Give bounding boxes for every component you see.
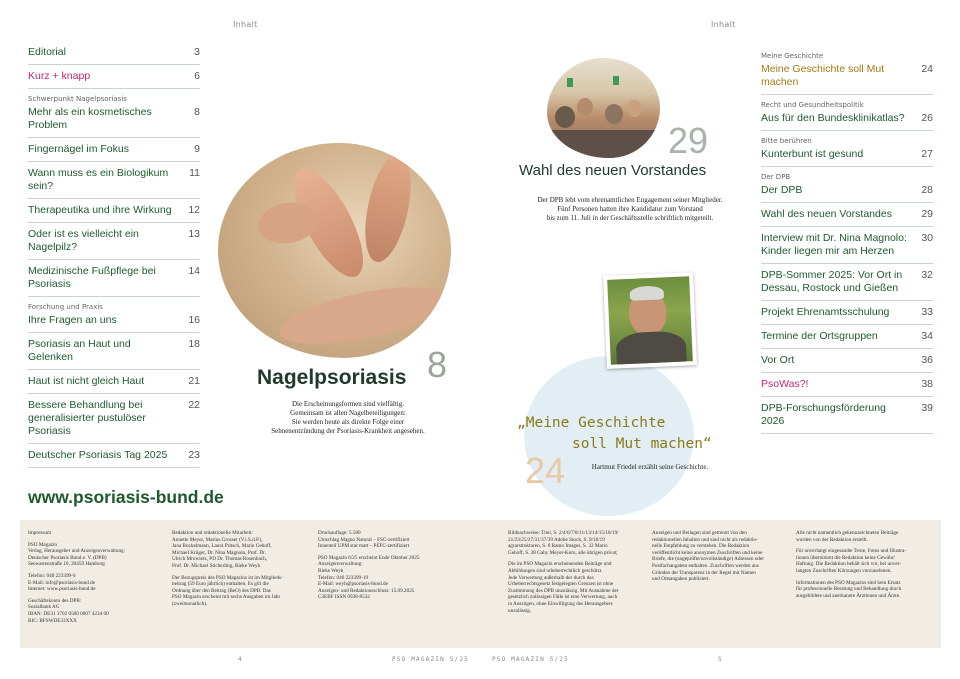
impressum-line: Prof. Dr. Michael Sticherling, Rieke Weyh xyxy=(172,562,261,569)
website-url[interactable]: www.psoriasis-bund.de xyxy=(28,487,224,507)
impressum-line: in Auszügen, ohne Einwilligung des Herausgebers xyxy=(508,600,613,607)
impressum-line: gesetzlich zulässigen Fälle ist eine Verwertung, auch xyxy=(508,594,618,601)
impressum-line: Redaktion und redaktionelle Mitarbeit: xyxy=(172,530,253,536)
toc-entry-title: Vor Ort xyxy=(761,354,795,366)
toc-entry-page: 27 xyxy=(921,148,933,160)
toc-divider xyxy=(28,198,200,199)
toc-divider xyxy=(761,324,933,325)
toc-section-heading: Schwerpunkt Nagelpsoriasis xyxy=(28,95,127,103)
impressum-line: Anzeigen- und Redaktionsschluss: 15.09.2025 xyxy=(318,587,415,594)
toc-entry-title: Deutscher Psoriasis Tag 2025 xyxy=(28,449,168,461)
feature-teaser-wahl: Der DPB lebt vom ehrenamtlichen Engagement seiner Mitglieder. Fünf Personen hatten ihre Kandidatur zum Vorstand bis zum 11. Juli in der Geschäftsstelle schriftlich mitgeteilt. xyxy=(537,196,723,222)
impressum-line: Der Bezugspreis des PSO Magazins ist im Mitglieds- xyxy=(172,574,283,581)
toc-entry-page: 34 xyxy=(921,330,933,342)
toc-entry-page: 28 xyxy=(921,184,933,196)
impressum-line: Rieke Weyh xyxy=(318,567,344,574)
impressum-line: Michael Krüger, Dr. Nina Magnolo, Prof. Dr. xyxy=(172,549,266,556)
toc-entry-page: 9 xyxy=(194,143,200,155)
toc-section-heading: Recht und Gesundheitspolitik xyxy=(761,101,864,109)
toc-section-heading: Der DPB xyxy=(761,173,791,181)
impressum-line: Innenteil UPM star matt – PEFC-zertifiziert xyxy=(318,543,410,550)
impressum-line: Gehoff, S. 38 Gaby Meyer-Korn, alle übrigen privat; xyxy=(508,549,618,556)
impressum-line: Ordnung über den Beitrag (BeO) des DPB. Das xyxy=(172,587,271,594)
toc-entry-title: Editorial xyxy=(28,46,66,58)
impressum-line: für professionelle Beratung und Behandlung durch xyxy=(796,586,902,593)
toc-right xyxy=(761,46,933,439)
toc-entry-title: Ihre Fragen an uns xyxy=(28,314,117,326)
impressum-line: Jana Bockelmann, Laura Pritsch, Mario Gehoff, xyxy=(172,543,272,550)
impressum-line: Sozialbank AG xyxy=(28,604,60,611)
feature-teaser-nagelpsoriasis: Die Erscheinungsformen sind vielfältig. Gemeinsam ist allen Nagelbeteiligungen: Sie werden heute als direkte Folge einer Sehnenentzündung der Psoriasis-Krankheit angesehen. xyxy=(271,400,425,435)
toc-divider xyxy=(28,161,200,162)
impressum-line: Druckauflage: 5.500 xyxy=(318,530,361,536)
impressum-line: Haftung. Die Redaktion behält sich vor, bei unver- xyxy=(796,561,901,568)
impressum-line: PSO Magazin xyxy=(28,541,57,548)
toc-entry[interactable] xyxy=(761,112,933,125)
toc-entry-title: Therapeutika und ihre Wirkung xyxy=(28,204,172,216)
toc-divider xyxy=(761,94,933,95)
toc-entry[interactable] xyxy=(761,148,933,161)
impressum-line: E-Mail: info@psoriasis-bund.de xyxy=(28,579,96,586)
impressum-line: redaktionellen Inhalten und sind nicht als redaktio- xyxy=(652,536,758,543)
impressum-line: Postfachangaben enthalten. Zuschriften werden aus xyxy=(652,562,759,569)
toc-entry-title: Interview mit Dr. Nina Magnolo: Kinder liegen mir am Herzen xyxy=(761,232,907,257)
impressum-column-4 xyxy=(508,530,619,614)
feature-page-number-29: 29 xyxy=(668,120,709,161)
impressum-line: 21/23/25/27/31/37/39 Adobe Stock, S. 9/10/19 xyxy=(508,536,605,543)
toc-divider xyxy=(761,300,933,301)
toc-entry[interactable] xyxy=(761,330,933,343)
toc-entry[interactable] xyxy=(28,106,200,132)
toc-section-heading: Forschung und Praxis xyxy=(28,303,103,311)
toc-entry-page: 14 xyxy=(188,265,200,277)
toc-entry-page: 18 xyxy=(188,338,200,350)
toc-divider xyxy=(761,396,933,397)
portrait-photo xyxy=(603,272,697,369)
toc-entry-title: Aus für den Bundesklinikatlas? xyxy=(761,112,905,124)
toc-section-heading: Bitte berühren xyxy=(761,137,812,145)
toc-entry-title: Medizinische Fußpflege bei Psoriasis xyxy=(28,265,156,290)
impressum-line: Umschlag Magno Natural – FSC-zertifiziert xyxy=(318,536,410,543)
feature-byline-geschichte: Hartmut Friedel erzählt seine Geschichte. xyxy=(591,463,709,471)
impressum-column-5 xyxy=(652,530,764,583)
impressum-line: PSO Magazin 6/25 erscheint Ende Oktober 2025 xyxy=(318,554,420,561)
feature-quote-line2: soll Mut machen“ xyxy=(572,436,712,452)
impressum-line: Annette Meyer, Marius Grosser (V.i.S.d.P.), xyxy=(172,536,263,543)
toc-entry-title: Fingernägel im Fokus xyxy=(28,143,129,155)
toc-entry-title: PsoWas?! xyxy=(761,378,809,390)
toc-entry-title: Kunterbunt ist gesund xyxy=(761,148,864,160)
toc-entry[interactable] xyxy=(761,402,933,428)
toc-entry-page: 16 xyxy=(188,314,200,326)
impressum-line: Die im PSO Magazin erscheinenden Beiträge und xyxy=(508,561,612,568)
toc-entry[interactable] xyxy=(28,314,200,327)
toc-entry[interactable] xyxy=(28,143,200,156)
feature-title-wahl: Wahl des neuen Vorstandes xyxy=(519,162,707,179)
left-page-number: 4 xyxy=(238,656,243,663)
toc-entry[interactable] xyxy=(761,378,933,391)
left-magazine-issue: PSO MAGAZIN 5/25 xyxy=(392,656,469,663)
impressum-column-6 xyxy=(796,530,906,599)
toc-entry-page: 11 xyxy=(189,167,200,179)
impressum-line: Internet: www.psoriasis-bund.de xyxy=(28,586,96,593)
impressum-line: C3EBF ISSN 0938-8532 xyxy=(318,594,370,601)
impressum-line: Geschäftskonto des DPB: xyxy=(28,597,82,604)
toc-entry-page: 21 xyxy=(188,375,200,387)
impressum-line: Abbildungen sind urheberrechtlich geschützt. xyxy=(508,567,603,574)
toc-divider xyxy=(28,296,200,297)
feature-page-number-8: 8 xyxy=(427,344,448,385)
toc-divider xyxy=(761,348,933,349)
impressum-line: beitrag (59 Euro jährlich) enthalten. Es gilt die xyxy=(172,581,269,588)
impressum-line: Urheberrechtsgesetz festgelegten Grenzen ist ohne xyxy=(508,581,614,588)
toc-entry[interactable] xyxy=(28,70,200,83)
impressum-line: Zustimmung des DPB unzulässig. Mit Ausnahme der xyxy=(508,587,619,594)
toc-divider xyxy=(28,259,200,260)
toc-entry-title: Termine der Ortsgruppen xyxy=(761,330,878,342)
impressum-line: Informationen des PSO Magazins sind kein Ersatz xyxy=(796,579,901,586)
toc-entry-title: Projekt Ehrenamtsschulung xyxy=(761,306,890,318)
toc-entry-title: Psoriasis an Haut und Gelenken xyxy=(28,338,131,363)
toc-entry[interactable] xyxy=(761,184,933,197)
toc-divider xyxy=(761,166,933,167)
right-page-number: 5 xyxy=(718,656,723,663)
toc-divider xyxy=(761,263,933,264)
toc-entry-page: 29 xyxy=(921,208,933,220)
impressum-line: BIC: BFSWDE33XXX xyxy=(28,617,77,624)
toc-entry-title: Der DPB xyxy=(761,184,803,196)
impressum-line: veröffentlicht keine anonymen Zuschriften und keine xyxy=(652,549,763,556)
right-page-header: Inhalt xyxy=(711,20,736,29)
toc-entry-page: 23 xyxy=(188,449,200,461)
toc-divider xyxy=(761,372,933,373)
impressum-line: und Ortsangaben publiziert. xyxy=(652,576,710,583)
toc-entry-page: 3 xyxy=(194,46,200,58)
toc-entry[interactable] xyxy=(28,167,200,193)
impressum-line: Impressum xyxy=(28,530,52,536)
feature-title-nagelpsoriasis: Nagelpsoriasis xyxy=(257,366,407,389)
impressum-line: (zweimonatlich). xyxy=(172,600,208,607)
impressum-line: Anzeigen und Beilagen sind getrennt von den xyxy=(652,530,747,536)
impressum-line: Briefe, die (ungeprüfte/unvollständige) Adressen oder xyxy=(652,556,764,563)
toc-entry[interactable] xyxy=(28,204,200,217)
impressum-line: Bildnachweise: Titel, S. 2/4/6/7/8/11/13/14/15/18/19/ xyxy=(508,530,619,536)
assembly-vote-photo xyxy=(547,58,660,158)
toc-entry[interactable] xyxy=(761,306,933,319)
impressum-panel xyxy=(20,520,941,648)
toc-entry[interactable] xyxy=(28,228,200,254)
impressum-line: Telefon: 040 223399-0 xyxy=(28,572,76,579)
toc-entry[interactable] xyxy=(761,269,933,295)
toc-entry-page: 32 xyxy=(921,269,933,281)
toc-entry-page: 12 xyxy=(188,204,200,216)
impressum-line: agrarstrukturen, S. 8 Ramo Images, S. 32 Mario xyxy=(508,543,608,550)
impressum-line: ausgebildete und anerkannte Ärztinnen und Ärzte. xyxy=(796,592,901,599)
toc-divider xyxy=(28,332,200,333)
toc-divider xyxy=(28,443,200,444)
right-magazine-issue: PSO MAGAZIN 5/25 xyxy=(492,656,569,663)
impressum-line: E-Mail: weyh@psoriasis-bund.de xyxy=(318,581,388,588)
toc-entry[interactable] xyxy=(761,63,933,89)
toc-entry[interactable] xyxy=(761,208,933,221)
impressum-line: Jede Verwertung außerhalb der durch das xyxy=(508,574,594,581)
impressum-line: Verlag, Herausgeber und Anzeigenverwaltung: xyxy=(28,548,126,555)
toc-entry[interactable] xyxy=(28,265,200,291)
toc-entry-page: 22 xyxy=(188,399,200,411)
impressum-line: Telefon: 040 223399-19 xyxy=(318,574,369,581)
toc-divider xyxy=(28,222,200,223)
toc-entry-title: Bessere Behandlung bei generalisierter pustulöser Psoriasis xyxy=(28,399,146,437)
toc-entry-title: Meine Geschichte soll Mut machen xyxy=(761,63,885,88)
impressum-line: PSO Magazin erscheint mit sechs Ausgaben im Jahr xyxy=(172,594,281,601)
toc-entry[interactable] xyxy=(28,338,200,364)
toc-divider xyxy=(28,393,200,394)
toc-entry-title: Mehr als ein kosmetisches Problem xyxy=(28,106,152,131)
toc-entry-page: 30 xyxy=(921,232,933,244)
feet-in-sand-photo xyxy=(218,143,451,358)
impressum-column-2 xyxy=(172,530,283,608)
impressum-line: Gründen der Transparenz in der Regel mit Namen xyxy=(652,569,756,576)
toc-divider xyxy=(761,433,933,434)
toc-entry-title: Wann muss es ein Biologikum sein? xyxy=(28,167,169,192)
toc-entry-page: 33 xyxy=(921,306,933,318)
impressum-line: Deutscher Psoriasis Bund e. V. (DPB) xyxy=(28,554,107,561)
toc-entry[interactable] xyxy=(761,354,933,367)
impressum-line: unzulässig. xyxy=(508,607,532,614)
toc-entry-page: 36 xyxy=(921,354,933,366)
toc-entry-page: 6 xyxy=(194,70,200,82)
toc-divider xyxy=(28,64,200,65)
toc-entry-title: Wahl des neuen Vorstandes xyxy=(761,208,892,220)
toc-divider xyxy=(28,88,200,89)
toc-entry-page: 26 xyxy=(921,112,933,124)
impressum-column-1 xyxy=(28,530,125,624)
toc-divider xyxy=(28,369,200,370)
toc-entry-title: Oder ist es vielleicht ein Nagelpilz? xyxy=(28,228,139,253)
toc-entry-title: Kurz + knapp xyxy=(28,70,91,82)
feature-page-number-24: 24 xyxy=(525,450,566,491)
impressum-line: wurden von der Redaktion erstellt. xyxy=(796,536,868,543)
toc-entry[interactable] xyxy=(28,399,200,438)
toc-entry[interactable] xyxy=(761,232,933,258)
toc-entry-title: DPB-Sommer 2025: Vor Ort in Dessau, Rostock und Gießen xyxy=(761,269,903,294)
impressum-line: tionen übernimmt die Redaktion keine Gewähr/ xyxy=(796,554,895,561)
toc-section-heading: Meine Geschichte xyxy=(761,52,824,60)
impressum-line: Ulrich Mrowietz, PD Dr. Thomas Rosenbach, xyxy=(172,556,267,563)
toc-entry-page: 24 xyxy=(921,63,933,75)
toc-entry-title: DPB-Forschungsförderung 2026 xyxy=(761,402,886,427)
toc-entry-page: 13 xyxy=(188,228,200,240)
impressum-line: IBAN: DE31 3702 0500 0007 4234 00 xyxy=(28,610,109,617)
toc-divider xyxy=(761,226,933,227)
toc-divider xyxy=(28,137,200,138)
toc-entry-page: 39 xyxy=(921,402,933,414)
toc-entry[interactable] xyxy=(28,375,200,388)
impressum-line: Alle nicht namentlich gekennzeichneten Beiträge xyxy=(796,530,899,536)
impressum-line: nelle Empfehlung zu verstehen. Die Redaktion xyxy=(652,543,750,550)
feature-quote-line1: „Meine Geschichte xyxy=(517,415,666,431)
toc-divider xyxy=(761,202,933,203)
toc-left xyxy=(28,46,200,473)
impressum-line: langten Zuschriften Kürzungen vorzunehmen. xyxy=(796,567,892,574)
toc-entry-title: Haut ist nicht gleich Haut xyxy=(28,375,145,387)
toc-divider xyxy=(761,130,933,131)
left-page-header: Inhalt xyxy=(233,20,258,29)
impressum-line: Seewartenstraße 10, 20459 Hamburg xyxy=(28,561,105,568)
impressum-line: Anzeigenverwaltung: xyxy=(318,561,363,568)
toc-entry-page: 8 xyxy=(194,106,200,118)
impressum-column-3 xyxy=(318,530,419,601)
toc-divider xyxy=(28,467,200,468)
toc-entry[interactable] xyxy=(28,46,200,59)
toc-entry-page: 38 xyxy=(921,378,933,390)
toc-entry[interactable] xyxy=(28,449,200,462)
impressum-line: Für unverlangt eingesandte Texte, Fotos und Illustra- xyxy=(796,548,907,555)
